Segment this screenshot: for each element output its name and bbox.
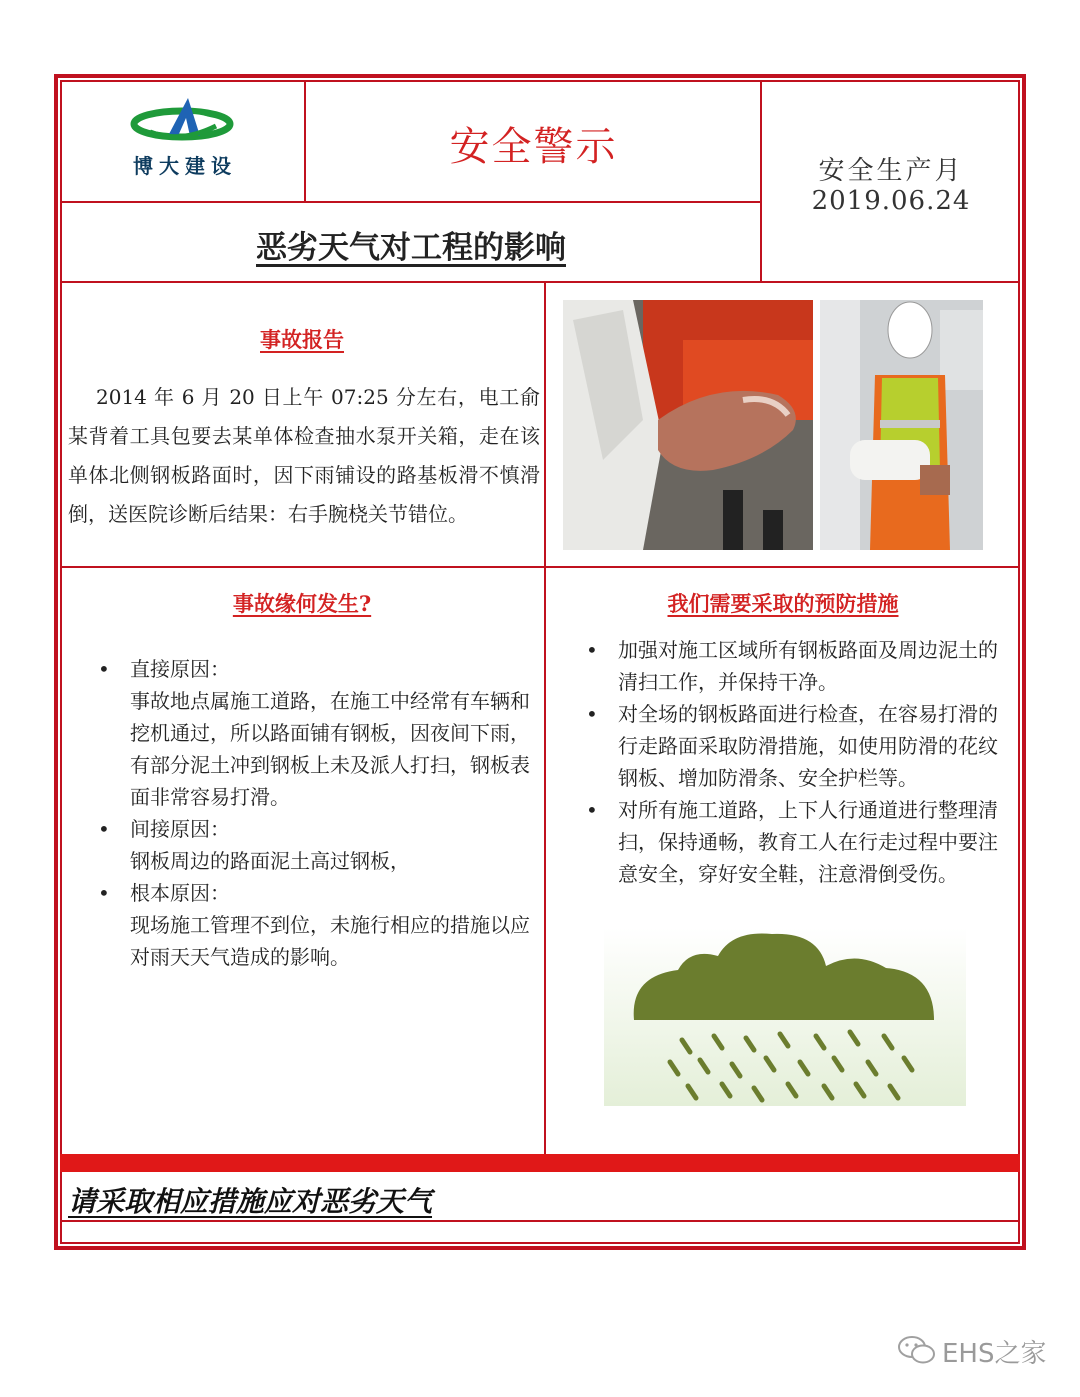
divider-header-bottom <box>60 281 1020 283</box>
divider-row2-top <box>60 566 1020 568</box>
page-title: 安全警示 <box>449 124 618 170</box>
footer-slogan: 请采取相应措施应对恶劣天气 <box>68 1185 433 1218</box>
causes-heading: 事故缘何发生? <box>232 591 372 616</box>
divider-mid-vertical <box>544 282 546 1154</box>
divider-footer-bottom <box>60 1220 1020 1222</box>
list-item: • 间接原因： 钢板周边的路面泥土高过钢板， <box>96 813 536 877</box>
divider-title-right <box>760 80 762 282</box>
measures-list <box>584 634 1004 890</box>
watermark-text: EHS之家 <box>942 1339 1047 1369</box>
subject-title: 恶劣天气对工程的影响 <box>256 230 566 266</box>
list-item: • 对全场的钢板路面进行检查，在容易打滑的行走路面采取防滑措施，如使用防滑的花纹钢板、增加防滑条、安全护栏等。 <box>584 698 1004 794</box>
measures-heading: 我们需要采取的预防措施 <box>667 591 899 616</box>
report-heading: 事故报告 <box>260 327 344 352</box>
list-item: • 加强对施工区域所有钢板路面及周边泥土的清扫工作，并保持干净。 <box>584 634 1004 698</box>
wechat-icon <box>897 1334 937 1366</box>
list-item: • 直接原因： 事故地点属施工道路，在施工中经常有车辆和挖机通过，所以路面铺有钢板，因夜间下雨，有部分泥土冲到钢板上未及派人打扫，钢板表面非常容易打滑。 <box>96 653 536 813</box>
list-item: • 根本原因： 现场施工管理不到位，未施行相应的措施以应对雨天天气造成的影响。 <box>96 877 536 973</box>
list-item: • 对所有施工道路，上下人行通道进行整理清扫，保持通畅，教育工人在行走过程中要注意安全，穿好安全鞋，注意滑倒受伤。 <box>584 794 1004 890</box>
divider-subject-top <box>60 201 762 203</box>
injury-photo-worker <box>820 300 983 550</box>
issue-date: 2019.06.24 <box>811 186 971 216</box>
causes-list <box>96 653 536 973</box>
footer-band <box>60 1154 1020 1172</box>
report-text: 2014 年 6 月 20 日上午 07:25 分左右，电工俞某背着工具包要去某单体检查抽水泵开关箱，走在该单体北侧钢板路面时，因下雨铺设的路基板滑不慎滑倒，送医院诊断后结果：右手腕桡关节错位。 <box>68 385 540 526</box>
campaign-label: 安全生产月 <box>818 156 964 186</box>
rain-cloud-icon <box>604 928 966 1106</box>
logo-text: 博大建设 <box>133 154 237 178</box>
injury-photo-arm <box>563 300 813 550</box>
